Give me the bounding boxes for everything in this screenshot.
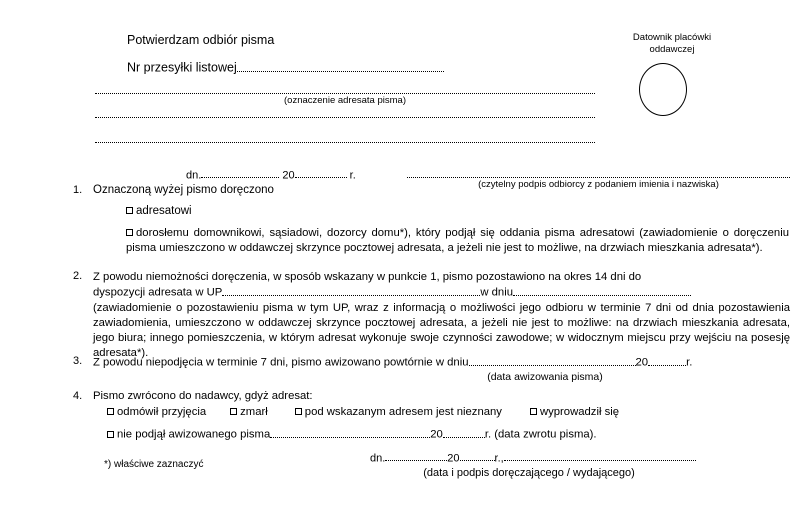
- item-4-year-prefix: 20: [430, 428, 443, 441]
- addressee-line-3[interactable]: [95, 142, 595, 143]
- parcel-number-dots[interactable]: [237, 60, 444, 72]
- addressee-line-1[interactable]: [95, 93, 595, 94]
- item-1-option-adresatowi-label: adresatowi: [136, 205, 192, 217]
- item-2-paragraph: (zawiadomienie o pozostawieniu pisma w tym UP, wraz z informacją o możliwości jego odbioru w terminie 7 dni od dnia pozostawienia zawiadomienia, umieszczono w oddawczej skrzynce pocztowej adresata, a jeżeli nie jest to możliwe: na drzwiach mieszkania adresata, jego biura; innego pomieszczenia, w którym adresat wykonuje swoje czynności zawodowe; w widocznym miejscu przy wejściu na posesję adresata*).: [93, 302, 790, 360]
- item-2-body: [93, 270, 790, 361]
- deliverer-date-field[interactable]: [370, 451, 696, 464]
- deliverer-signature-caption: (data i podpis doręczającego / wydającego): [423, 467, 635, 479]
- item-3-date-dots[interactable]: [469, 355, 636, 366]
- item-4-option-zmarl[interactable]: [230, 406, 268, 418]
- confirm-receipt-text: Potwierdzam odbiór pisma: [127, 33, 275, 47]
- item-4-return-caption: r. (data zwrotu pisma).: [484, 428, 597, 441]
- item-4-option-wyprowadzil-label: wyprowadził się: [539, 406, 620, 418]
- checkbox-icon[interactable]: [295, 408, 302, 415]
- datownik-stamp-circle[interactable]: [639, 63, 687, 116]
- item-2-line-1: Z powodu niemożności doręczenia, w sposób wskazany w punkcie 1, pismo pozostawiono na okres 14 dni do: [93, 271, 642, 283]
- parcel-number-field[interactable]: [127, 60, 444, 75]
- item-4-option-nieznany[interactable]: [295, 406, 502, 418]
- recipient-signature-line[interactable]: [407, 177, 790, 178]
- deliverer-signature-dots[interactable]: [504, 451, 696, 461]
- item-2-up-label: dyspozycji adresata w UP: [93, 286, 223, 299]
- footer-date-dots[interactable]: [385, 451, 447, 461]
- receipt-year-dots[interactable]: [295, 168, 347, 178]
- item-4-option-wyprowadzil[interactable]: [530, 406, 619, 418]
- receipt-date-dots[interactable]: [201, 168, 279, 178]
- year-suffix-label: r.: [349, 169, 356, 182]
- item-4-option-nieznany-label: pod wskazanym adresem jest nieznany: [304, 406, 502, 418]
- item-2-number: 2.: [73, 270, 83, 282]
- item-4-return-date-dots[interactable]: [270, 427, 430, 438]
- item-1-option-adresatowi[interactable]: [126, 205, 192, 217]
- item-1-option-domownik[interactable]: [126, 226, 789, 256]
- item-4-checkbox-row: [107, 406, 619, 418]
- item-4-option-niepodjal[interactable]: [107, 427, 597, 441]
- dn-prefix-label: dn.: [186, 169, 202, 182]
- checkbox-icon[interactable]: [126, 207, 133, 214]
- item-3-label: Z powodu niepodjęcia w terminie 7 dni, pismo awizowano powtórnie w dniu: [93, 356, 469, 369]
- checkbox-icon[interactable]: [126, 229, 133, 236]
- footnote-mark-appropriate: *) właściwe zaznaczyć: [104, 459, 204, 470]
- checkbox-icon[interactable]: [107, 431, 114, 438]
- receipt-date-field[interactable]: [186, 168, 356, 181]
- item-1-number: 1.: [73, 184, 83, 196]
- item-4-text: Pismo zwrócono do nadawcy, gdyż adresat:: [93, 390, 313, 402]
- item-3-year-prefix: 20: [635, 356, 649, 369]
- item-3-year-dots[interactable]: [648, 355, 686, 366]
- footer-year-suffix: r.,: [494, 452, 504, 465]
- item-3-text[interactable]: [93, 355, 692, 369]
- item-4-option-niepodjal-label: nie podjął awizowanego pisma: [117, 428, 271, 441]
- item-4-option-odmowil[interactable]: [107, 406, 206, 418]
- year-prefix-label: 20: [282, 169, 295, 182]
- checkbox-icon[interactable]: [230, 408, 237, 415]
- recipient-signature-caption: (czytelny podpis odbiorcy z podaniem imienia i nazwiska): [478, 179, 719, 190]
- parcel-number-label: Nr przesyłki listowej: [127, 60, 237, 75]
- item-3-caption: (data awizowania pisma): [487, 371, 603, 383]
- item-2-up-dots[interactable]: [222, 285, 480, 296]
- item-4-option-zmarl-label: zmarł: [240, 406, 268, 418]
- addressee-caption: (oznaczenie adresata pisma): [284, 95, 406, 106]
- footer-dn-prefix: dn.: [370, 452, 386, 465]
- item-1-text: Oznaczoną wyżej pismo doręczono: [93, 184, 274, 196]
- checkbox-icon[interactable]: [107, 408, 114, 415]
- item-3-number: 3.: [73, 355, 83, 367]
- item-2-dniu-label: w dniu: [480, 286, 513, 299]
- item-4-number: 4.: [73, 390, 83, 402]
- footer-year-prefix: 20: [447, 452, 460, 465]
- footer-year-dots[interactable]: [460, 451, 495, 461]
- item-2-dniu-dots[interactable]: [513, 285, 691, 296]
- item-3-year-suffix: r.: [686, 356, 693, 369]
- addressee-line-2[interactable]: [95, 117, 595, 118]
- item-2-line-2[interactable]: [93, 285, 790, 301]
- item-1-option-domownik-label: dorosłemu domownikowi, sąsiadowi, dozorcy domu*), który podjął się oddania pisma adresatowi (zawiadomienie o doręczeniu pisma umieszczono w oddawczej skrzynce pocztowej adresata, a jeżeli nie jest to możliwe, na drzwiach mieszkania adresata*).: [126, 227, 789, 255]
- item-4-year-dots[interactable]: [443, 427, 485, 438]
- checkbox-icon[interactable]: [530, 408, 537, 415]
- item-4-option-odmowil-label: odmówił przyjęcia: [117, 406, 207, 418]
- datownik-label: Datownik placówki oddawczej: [632, 32, 712, 56]
